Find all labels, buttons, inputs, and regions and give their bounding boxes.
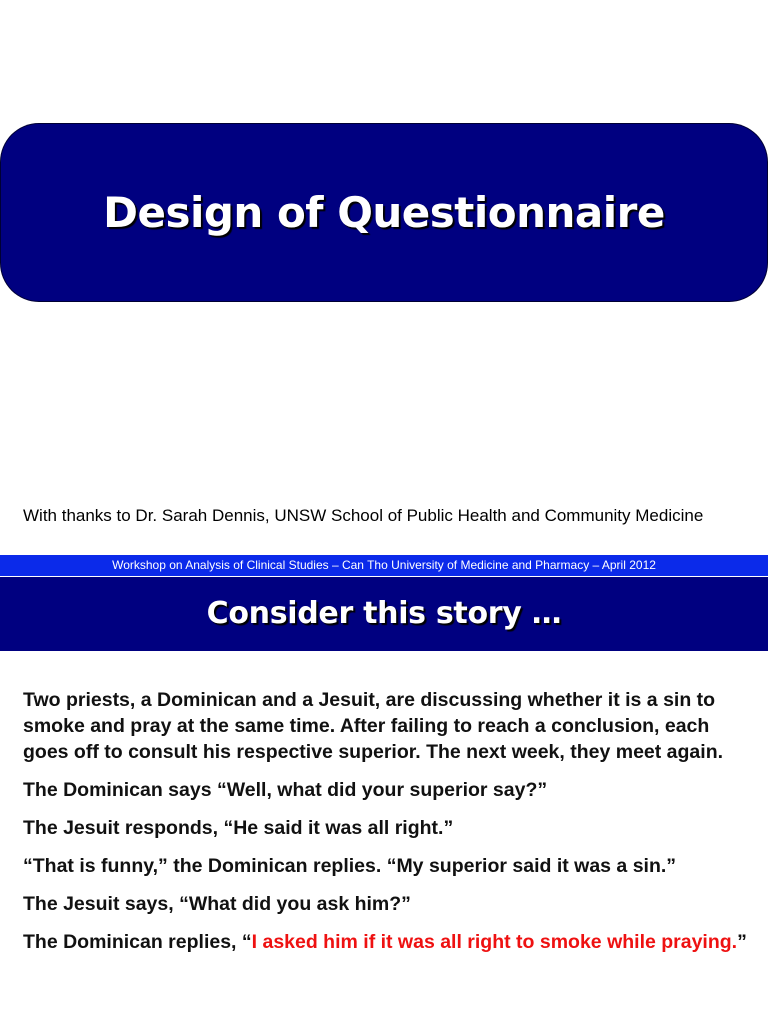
story-paragraph-4: “That is funny,” the Dominican replies. “My superior said it was a sin.” [23, 855, 677, 877]
story-paragraph-2: The Dominican says “Well, what did your superior say?” [23, 779, 548, 801]
story-final-suffix: ” [737, 931, 747, 953]
story-final-prefix: The Dominican replies, “ [23, 931, 252, 953]
story-header-banner [0, 577, 768, 651]
workshop-footer: Workshop on Analysis of Clinical Studies – Can Tho University of Medicine and Pharmacy – April 2012 [0, 555, 768, 576]
title-banner [1, 124, 767, 301]
story-paragraph-3: The Jesuit responds, “He said it was all right.” [23, 817, 454, 839]
story-paragraph-1: Two priests, a Dominican and a Jesuit, are discussing whether it is a sin to smoke and pray at the same time. After failing to reach a conclusion, each goes off to consult his respective superior. The next week, they meet again. [23, 689, 724, 763]
story-slide-title: Consider this story … [206, 596, 562, 631]
story-paragraph-6 [23, 929, 751, 955]
story-body [23, 687, 751, 967]
slide-title: Design of Questionnaire [103, 188, 665, 237]
story-punchline-highlight: I asked him if it was all right to smoke while praying. [251, 931, 738, 953]
acknowledgement-text: With thanks to Dr. Sarah Dennis, UNSW School of Public Health and Community Medicine [23, 506, 704, 525]
story-paragraph-5: The Jesuit says, “What did you ask him?” [23, 893, 411, 915]
